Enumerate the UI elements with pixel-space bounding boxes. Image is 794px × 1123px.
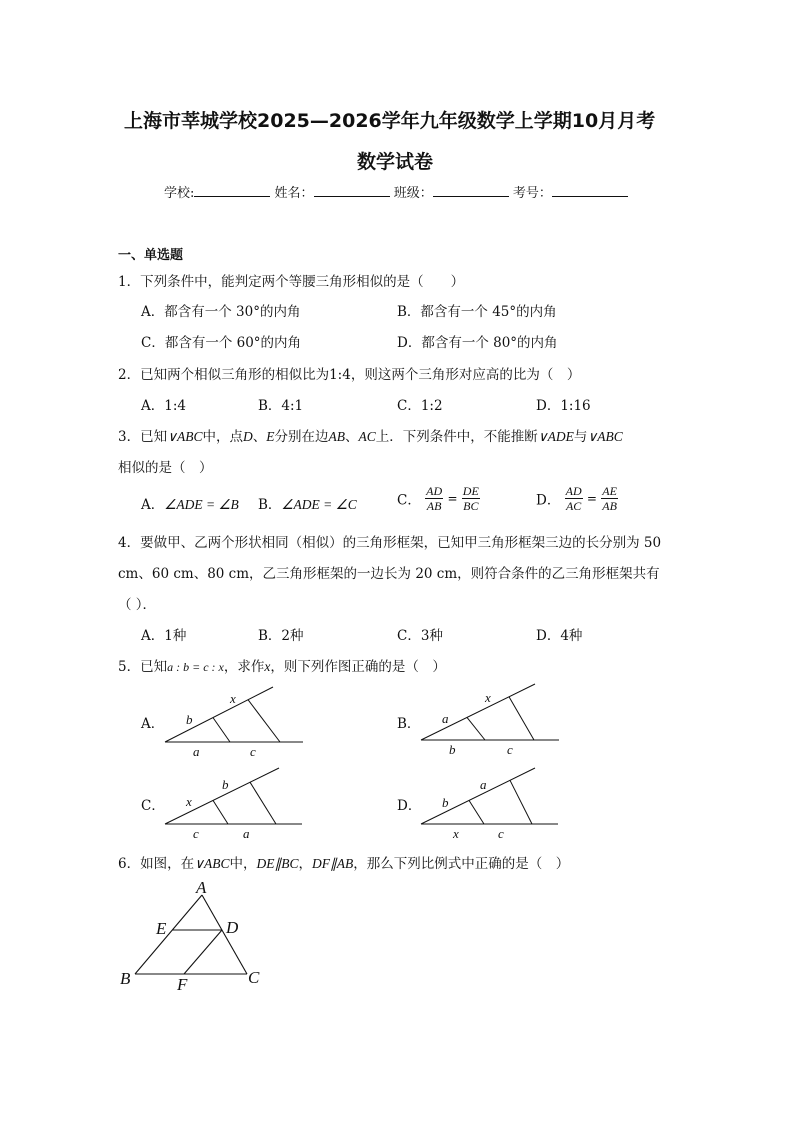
q2-option-d: D．1:16 bbox=[536, 398, 591, 414]
q3-option-a bbox=[141, 493, 239, 513]
q5-option-d-label: D． bbox=[397, 798, 422, 814]
q4-stem-line-2: cm、60 cm、80 cm，乙三角形框架的一边长为 20 cm，则符合条件的乙三角形框架共有 bbox=[118, 566, 660, 582]
q3-option-d-equals: = bbox=[586, 491, 597, 506]
q5-fig-b-lower-1: b bbox=[449, 742, 456, 757]
q4-option-b: B．2种 bbox=[258, 628, 304, 644]
school-blank[interactable] bbox=[194, 184, 270, 197]
q3-side-ac: AC bbox=[358, 429, 376, 444]
q5-stem bbox=[118, 655, 446, 675]
q5-fig-c-upper-1: x bbox=[186, 794, 192, 809]
exam-number-label: 考号： bbox=[512, 186, 552, 201]
q5-fig-c-lower-1: c bbox=[193, 826, 199, 841]
q1-option-c: C．都含有一个 60°的内角 bbox=[141, 335, 302, 351]
q5-figure-d bbox=[418, 764, 568, 842]
q5-fig-a-upper-1: b bbox=[186, 712, 193, 727]
q4-option-d: D．4种 bbox=[536, 628, 583, 644]
q6-text: ，那么下列比例式中正确的是（ ） bbox=[353, 856, 570, 872]
q5-option-a-label: A． bbox=[141, 716, 165, 732]
q5-figure-c bbox=[160, 764, 310, 842]
q3-text: 分别在边 bbox=[274, 429, 329, 445]
q3-point-d: D bbox=[242, 429, 253, 444]
q4-stem-line-3: （ ）． bbox=[118, 597, 157, 613]
q1-option-b: B．都含有一个 45°的内角 bbox=[397, 304, 557, 320]
q5-text: ，则下列作图正确的是（ ） bbox=[270, 659, 446, 675]
q2-option-a: A．1:4 bbox=[141, 398, 186, 414]
q3-stem-line-2: 相似的是（ ） bbox=[118, 460, 213, 476]
q3-separator: 、 bbox=[344, 429, 359, 445]
q5-fig-b-lower-2: c bbox=[507, 742, 513, 757]
q5-fig-b-upper-2: x bbox=[485, 690, 491, 705]
q3-text: 上．下列条件中，不能推断 bbox=[375, 429, 538, 445]
q5-figure-b bbox=[418, 682, 568, 760]
q6-label-d: D bbox=[226, 918, 239, 937]
q3-point-e: E bbox=[266, 429, 275, 444]
q3-option-d-fraction-2: $\frac{AE}{AB}$ bbox=[602, 484, 617, 513]
q5-fig-d-lower-1: x bbox=[453, 826, 459, 841]
q3-stem-line-1 bbox=[118, 425, 623, 445]
q3-option-d-fraction-1: $\frac{AD}{AC}$ bbox=[565, 484, 582, 513]
q5-fig-d-upper-2: a bbox=[480, 777, 487, 792]
name-blank[interactable] bbox=[314, 184, 390, 197]
q3-option-b-label: B． bbox=[258, 497, 282, 513]
q3-option-b bbox=[258, 493, 357, 513]
q3-option-d-label: D． bbox=[536, 492, 561, 509]
class-blank[interactable] bbox=[433, 184, 509, 197]
q5-ratio: a : b = c : x bbox=[167, 660, 224, 674]
q1-option-d: D．都含有一个 80°的内角 bbox=[397, 335, 558, 351]
page-title-line-2: 数学试卷 bbox=[357, 151, 434, 173]
section-heading: 一、单选题 bbox=[118, 248, 184, 263]
q3-text: 与 bbox=[573, 429, 588, 445]
q6-label-e: E bbox=[156, 919, 167, 938]
q3-option-a-expr: ∠ADE = ∠B bbox=[164, 497, 239, 512]
q2-option-c: C．1:2 bbox=[397, 398, 443, 414]
q5-fig-a-upper-2: x bbox=[230, 691, 236, 706]
q6-label-c: C bbox=[248, 968, 260, 987]
q3-option-c-label: C． bbox=[397, 492, 421, 509]
q5-x: x bbox=[264, 659, 271, 674]
q4-stem-line-1: 4．要做甲、乙两个形状相同（相似）的三角形框架，已知甲三角形框架三边的长分别为 50 bbox=[118, 535, 662, 551]
q6-label-a: A bbox=[196, 878, 207, 897]
q3-text: 3．已知 bbox=[118, 429, 168, 445]
q6-condition-2: DF∥AB bbox=[311, 856, 354, 871]
q1-option-a: A．都含有一个 30°的内角 bbox=[141, 304, 301, 320]
q3-option-a-label: A． bbox=[141, 497, 165, 513]
q5-fig-d-upper-1: b bbox=[442, 795, 449, 810]
q6-condition-1: DE∥BC bbox=[256, 856, 299, 871]
q6-triangle-abc: ∨ABC bbox=[194, 856, 230, 871]
q3-separator: 、 bbox=[252, 429, 267, 445]
exam-number-blank[interactable] bbox=[552, 184, 628, 197]
q5-text: 5．已知 bbox=[118, 659, 168, 675]
q3-text: 中，点 bbox=[202, 429, 243, 445]
q5-fig-c-lower-2: a bbox=[243, 826, 250, 841]
q3-option-d bbox=[536, 484, 618, 513]
q5-figure-a bbox=[160, 682, 310, 760]
q4-option-c: C．3种 bbox=[397, 628, 443, 644]
q5-fig-a-lower-2: c bbox=[250, 744, 256, 759]
q6-comma: ， bbox=[298, 856, 312, 872]
q5-option-b-label: B． bbox=[397, 716, 421, 732]
class-label: 班级： bbox=[393, 186, 433, 201]
q6-stem bbox=[118, 852, 569, 872]
q6-label-f: F bbox=[177, 975, 188, 994]
q4-option-a: A．1种 bbox=[141, 628, 187, 644]
q5-text: ，求作 bbox=[223, 659, 265, 675]
q5-option-c-label: C． bbox=[141, 798, 165, 814]
q3-option-b-expr: ∠ADE = ∠C bbox=[281, 497, 357, 512]
q2-stem: 2．已知两个相似三角形的相似比为1:4，则这两个三角形对应高的比为（ ） bbox=[118, 367, 581, 383]
q5-fig-b-upper-1: a bbox=[442, 711, 449, 726]
q1-stem: 1．下列条件中，能判定两个等腰三角形相似的是（ ） bbox=[118, 274, 465, 290]
q3-triangle-ade: ∨ADE bbox=[537, 429, 574, 444]
q3-option-c bbox=[397, 484, 480, 513]
q3-option-c-fraction-2: $\frac{DE}{BC}$ bbox=[462, 484, 479, 513]
school-label: 学校: bbox=[164, 186, 195, 201]
name-label: 姓名： bbox=[274, 186, 314, 201]
q6-text: 中， bbox=[229, 856, 257, 872]
q6-text: 6．如图，在 bbox=[118, 856, 195, 872]
q3-triangle-abc: ∨ABC bbox=[167, 429, 203, 444]
page-title-line-1: 上海市莘城学校2025—2026学年九年级数学上学期10月月考 bbox=[124, 110, 656, 132]
q5-fig-d-lower-2: c bbox=[498, 826, 504, 841]
q5-fig-c-upper-2: b bbox=[222, 777, 229, 792]
q2-option-b: B．4:1 bbox=[258, 398, 304, 414]
q3-side-ab: AB bbox=[328, 429, 345, 444]
student-info-row bbox=[164, 182, 628, 201]
q3-triangle-abc: ∨ABC bbox=[587, 429, 623, 444]
q3-option-c-fraction-1: $\frac{AD}{AB}$ bbox=[426, 484, 443, 513]
q6-label-b: B bbox=[120, 969, 131, 988]
q5-fig-a-lower-1: a bbox=[193, 744, 200, 759]
q6-figure bbox=[112, 876, 272, 994]
q3-option-c-equals: = bbox=[447, 491, 458, 506]
